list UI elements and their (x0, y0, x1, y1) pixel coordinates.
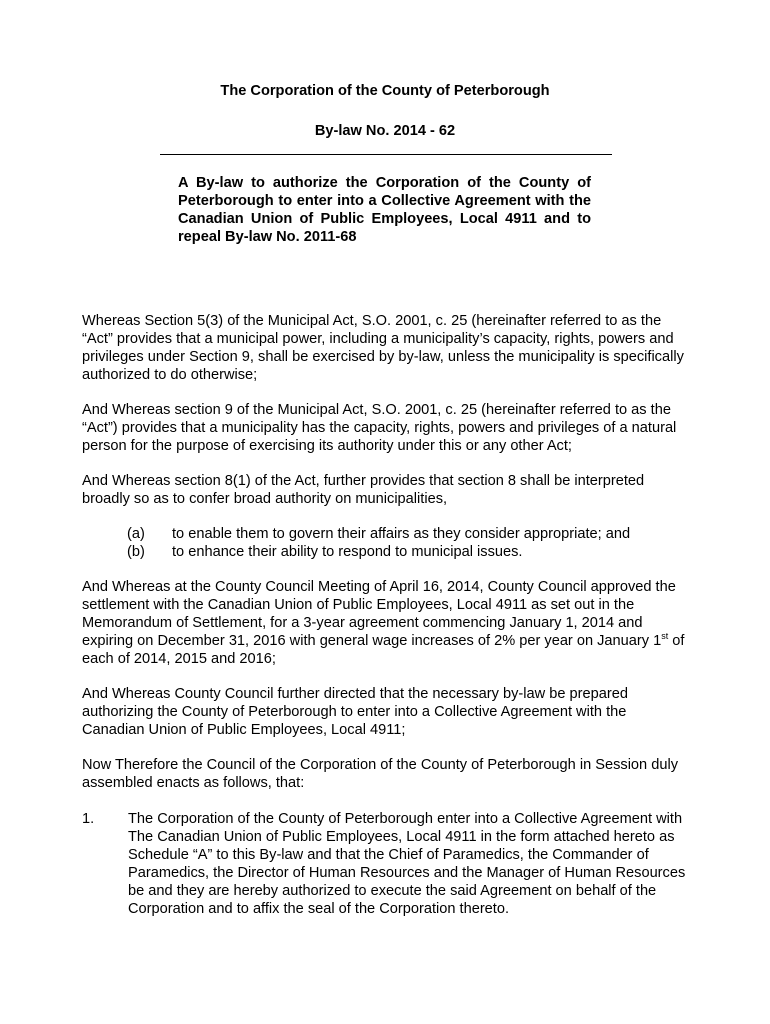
list-item-text: to enable them to govern their affairs as they consider appropriate; and (172, 526, 631, 542)
paragraph-4-text: And Whereas at the County Council Meeting of April 16, 2014, County Council approved the settlement with the Canadian Union of Public Employees, Local 4911 as set out in the Memorandum of Settlement, for a 3-year agreement commencing January 1, 2014 and expiring on December 31, 2016 with general wage increases of 2% per year on January 1 (82, 579, 676, 649)
paragraph-4-text-end: of each of 2014, 2015 and 2016; (82, 633, 685, 667)
now-therefore-paragraph: Now Therefore the Council of the Corporation of the County of Peterborough in Session duly assembled enacts as follows, that: (82, 757, 678, 791)
whereas-paragraph-3: And Whereas section 8(1) of the Act, further provides that section 8 shall be interpreted broadly so as to confer broad authority on municipalities, (82, 473, 645, 507)
list-item-marker: (b) (127, 544, 145, 560)
bylaw-subject: A By-law to authorize the Corporation of the County of Peterborough to enter into a Collective Agreement with the Canadian Union of Public Employees, Local 4911 and to repeal By-law No. 2011-68 (178, 175, 591, 245)
list-item-marker: (a) (127, 526, 145, 542)
list-item-text: to enhance their ability to respond to municipal issues. (172, 544, 523, 560)
whereas-paragraph-1: Whereas Section 5(3) of the Municipal Act, S.O. 2001, c. 25 (hereinafter referred to as the “Act” provides that a municipal power, including a municipality’s capacity, rights, powers and privileges under Section 9, shall be exercised by by-law, unless the municipality is specifically authorized to do otherwise; (82, 313, 684, 383)
enactment-number: 1. (82, 811, 95, 827)
whereas-paragraph-5: And Whereas County Council further directed that the necessary by-law be prepared authorizing the County of Peterborough to enter into a Collective Agreement with the Canadian Union of Public Employees, Local 4911; (82, 686, 628, 738)
enactment-text: The Corporation of the County of Peterborough enter into a Collective Agreement with The Canadian Union of Public Employees, Local 4911 in the form attached hereto as Schedule “A” to this By-law and that the Chief of Paramedics, the Commander of Paramedics, the Director of Human Resources and the Manager of Human Resources be and they are hereby authorized to execute the said Agreement on behalf of the Corporation and to affix the seal of the Corporation thereto. (128, 811, 686, 917)
whereas-paragraph-4 (82, 578, 692, 668)
ordinal-suffix: st (661, 631, 669, 642)
title-divider (160, 154, 612, 155)
bylaw-number: By-law No. 2014 - 62 (314, 123, 456, 139)
corporation-title: The Corporation of the County of Peterborough (220, 83, 550, 99)
whereas-paragraph-2: And Whereas section 9 of the Municipal Act, S.O. 2001, c. 25 (hereinafter referred to as the “Act”) provides that a municipality has the capacity, rights, powers and privileges of a natural person for the purpose of exercising its authority under this or any other Act; (82, 402, 677, 454)
